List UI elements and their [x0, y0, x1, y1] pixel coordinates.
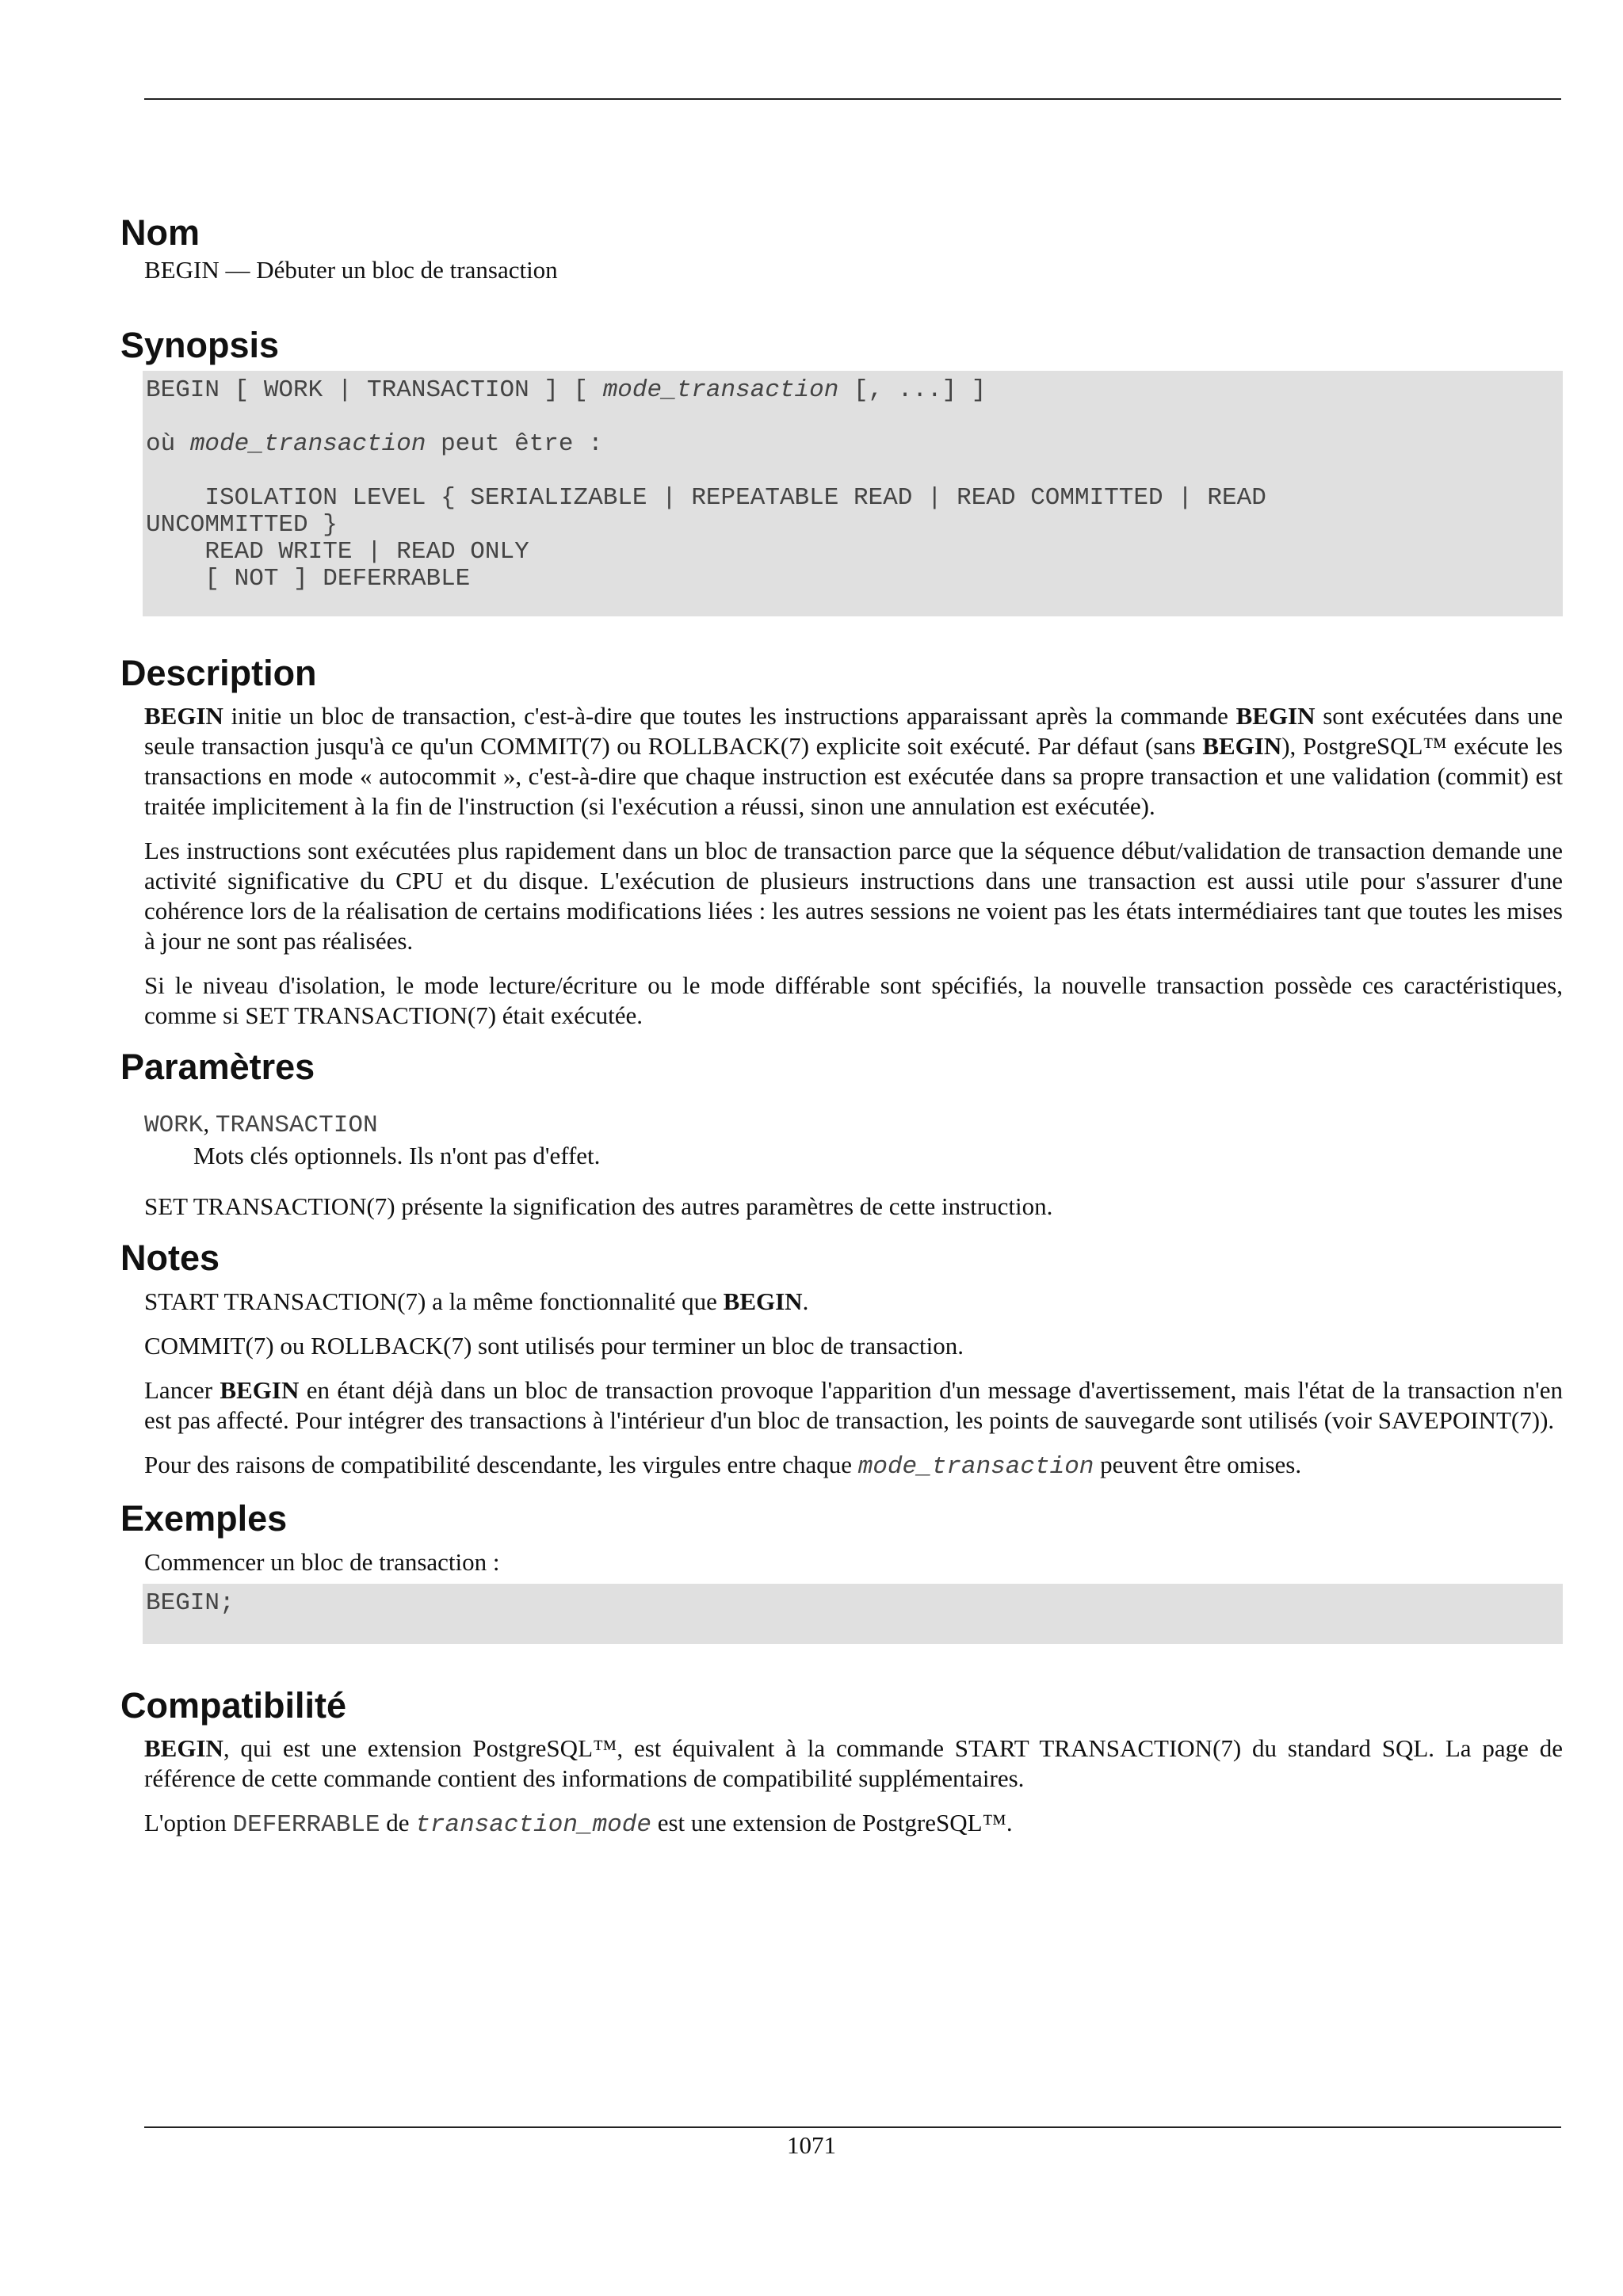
notes-p4-a: Pour des raisons de compatibilité descendante, les virgules entre chaque	[144, 1450, 858, 1478]
heading-notes: Notes	[120, 1238, 220, 1278]
notes-p3-a: Lancer	[144, 1375, 220, 1404]
notes-p3	[144, 1375, 1563, 1436]
description-p3: Si le niveau d'isolation, le mode lecture/écriture ou le mode différable sont spécifiés, la nouvelle transaction possède ces caractéristiques, comme si SET TRANSACTION(7) était exécutée.	[144, 971, 1563, 1030]
heading-synopsis: Synopsis	[120, 324, 280, 365]
term-separator: ,	[203, 1109, 216, 1137]
synopsis-modes: ISOLATION LEVEL { SERIALIZABLE | REPEATABLE READ | READ COMMITTED | READ UNCOMMITTED } READ WRITE | READ ONLY [ NOT ] DEFERRABLE	[146, 483, 1266, 593]
notes-p2: COMMIT(7) ou ROLLBACK(7) sont utilisés pour terminer un bloc de transaction.	[144, 1331, 964, 1360]
kw-begin: BEGIN	[144, 1734, 223, 1763]
footer-rule	[144, 2126, 1561, 2128]
kw-begin: BEGIN	[1202, 732, 1282, 761]
header-rule	[144, 98, 1561, 100]
compatibilite-p1-a: , qui est une extension PostgreSQL™, est équivalent à la commande START TRANSACTION(7) du standard SQL. La page de référence de cette commande contient des informations de compatibilité supplémentaires.	[144, 1734, 1563, 1793]
page-number: 1071	[787, 2131, 836, 2159]
nom-text: BEGIN — Débuter un bloc de transaction	[144, 255, 558, 284]
description-p1	[144, 701, 1563, 822]
exemple-code: BEGIN;	[143, 1584, 1563, 1644]
synopsis-line2-b: peut être :	[426, 429, 603, 458]
notes-p3-b: en étant déjà dans un bloc de transaction provoque l'apparition d'un message d'avertissement, mais l'état de la transaction n'en est pas affecté. Pour intégrer des transactions à l'intérieur d'un bloc de transaction, les points de sauvegarde sont utilisés (voir SAVEPOINT(7)).	[144, 1375, 1563, 1434]
kw-begin: BEGIN	[144, 702, 223, 730]
compatibilite-p2-c: est une extension de PostgreSQL™.	[651, 1809, 1013, 1837]
kw-begin: BEGIN	[220, 1375, 300, 1404]
synopsis-code	[143, 371, 1563, 616]
compatibilite-p2-a: L'option	[144, 1809, 233, 1837]
var-transaction-mode: transaction_mode	[415, 1811, 651, 1840]
kw-begin: BEGIN	[723, 1287, 803, 1315]
var-mode-transaction: mode_transaction	[857, 1452, 1094, 1481]
synopsis-line2-var: mode_transaction	[189, 429, 426, 458]
description-p1-c: ), PostgreSQL™ exécute les transactions en mode « autocommit », c'est-à-dire que chaque instruction est exécutée dans sa propre transaction et une validation (commit) est traitée implicitement à la fin de l'instruction (si l'exécution a réussi, sinon une annulation est exécutée).	[144, 732, 1563, 821]
content	[120, 212, 1563, 1855]
param-definition: Mots clés optionnels. Ils n'ont pas d'effet.	[193, 1142, 601, 1169]
notes-p1-a: START TRANSACTION(7) a la même fonctionnalité que	[144, 1287, 724, 1315]
description-p2: Les instructions sont exécutées plus rapidement dans un bloc de transaction parce que la séquence début/validation de transaction demande une activité significative du CPU et du disque. L'exécution de plusieurs instructions dans une transaction est aussi utile pour s'assurer d'une cohérence lors de la réalisation de certains modifications liées : les autres sessions ne voient pas les états intermédiaires tant que toutes les mises à jour ne sont pas réalisées.	[144, 837, 1563, 955]
heading-description: Description	[120, 652, 317, 693]
kw-deferrable: DEFERRABLE	[232, 1811, 380, 1840]
notes-p1	[144, 1287, 1563, 1317]
term-work: WORK	[144, 1112, 204, 1139]
notes-p4	[144, 1450, 1563, 1482]
description-p1-a: initie un bloc de transaction, c'est-à-dire que toutes les instructions apparaissant après la commande	[223, 702, 1236, 730]
param-term	[144, 1108, 1563, 1141]
heading-parametres: Paramètres	[120, 1047, 315, 1088]
term-transaction: TRANSACTION	[215, 1112, 378, 1139]
synopsis-line1-b: [, ...] ]	[838, 376, 987, 404]
exemples-p: Commencer un bloc de transaction :	[144, 1547, 500, 1576]
compatibilite-p2	[144, 1808, 1563, 1840]
compatibilite-p2-b: de	[380, 1809, 416, 1837]
synopsis-line2-a: où	[146, 429, 190, 458]
description-p1-b: sont exécutées dans une seule transaction jusqu'à ce qu'un COMMIT(7) ou ROLLBACK(7) explicite soit exécuté. Par défaut (sans	[144, 702, 1563, 761]
compatibilite-p1	[144, 1733, 1563, 1794]
heading-nom: Nom	[120, 212, 200, 253]
kw-begin: BEGIN	[1235, 702, 1316, 730]
param-list	[144, 1108, 1563, 1171]
heading-exemples: Exemples	[120, 1497, 288, 1539]
heading-compatibilite: Compatibilité	[120, 1684, 347, 1726]
notes-p1-b: .	[802, 1287, 809, 1315]
synopsis-line1-var: mode_transaction	[602, 376, 839, 404]
synopsis-line1-a: BEGIN [ WORK | TRANSACTION ] [	[146, 376, 603, 404]
notes-p4-b: peuvent être omises.	[1094, 1450, 1302, 1478]
parametres-p: SET TRANSACTION(7) présente la signification des autres paramètres de cette instruction.	[144, 1192, 1053, 1220]
